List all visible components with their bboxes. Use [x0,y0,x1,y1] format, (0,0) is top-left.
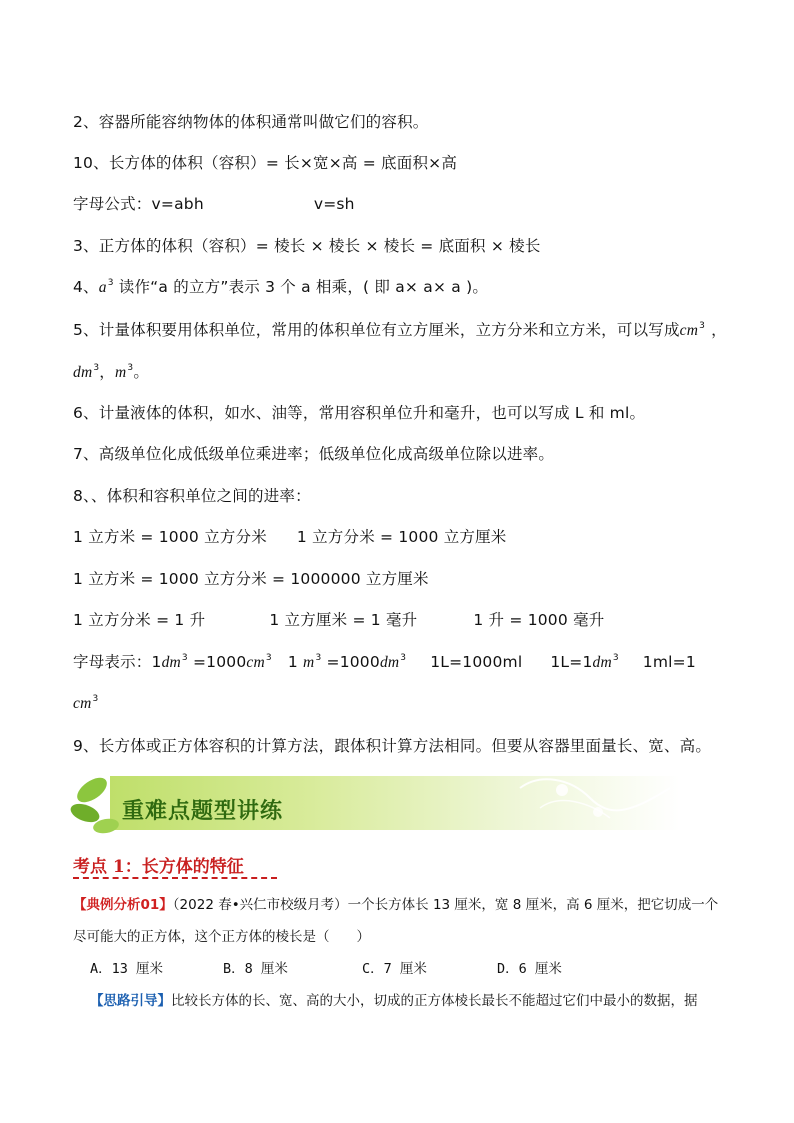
unit-dm3: dm [73,364,93,381]
unit-m3: m [303,654,315,671]
point-4 [73,275,488,297]
example-line-2: 尽可能大的正方体，这个正方体的棱长是（ ） [73,929,370,945]
exp: 3 [315,653,322,663]
example-tag: 【典例分析01】 [73,897,173,913]
exp: 3 [127,363,134,373]
option-c: C．7 厘米 [362,961,427,977]
conversion: 1 立方分米 = 1 升 [73,611,206,629]
exp: 3 [93,363,100,373]
formula-line [73,192,355,214]
example-text: （2022 春•兴仁市校级月考）一个长方体长 13 厘米，宽 8 厘米，高 6 厘米，把它切成一个 [172,897,719,913]
symbol-ml-cm: 1ml=1 [642,653,696,671]
option-a: A．13 厘米 [90,961,164,977]
point-6: 6、计量液体的体积，如水、油等，常用容积单位升和毫升，也可以写成 L 和 ml。 [73,404,646,422]
option-d: D．6 厘米 [497,961,562,977]
unit-dm3: dm [379,654,400,671]
option-b: B．8 厘米 [223,961,288,977]
point-2: 2、容器所能容纳物体的体积通常叫做它们的容积。 [73,113,429,131]
exp: 3 [400,653,407,663]
point-9: 9、长方体或正方体容积的计算方法，跟体积计算方法相同。但要从容器里面量长、宽、高。 [73,737,712,755]
a-cubed-var: a [98,279,107,296]
symbol-row [73,650,696,672]
hint-text: 比较长方体的长、宽、高的大小，切成的正方体棱长最长不能超过它们中最小的数据，据 [171,993,698,1009]
exp: 3 [612,653,619,663]
point-7: 7、高级单位化成低级单位乘进率；低级单位化成高级单位除以进率。 [73,445,555,463]
unit-m3: m [114,364,127,381]
unit-cm3: cm [246,654,265,671]
point-4-num: 4、 [73,278,99,296]
punct: 。 [133,363,150,381]
conversion-row-2: 1 立方米 = 1000 立方分米 = 1000000 立方厘米 [73,570,429,588]
point-4-text: 读作“a 的立方”表示 3 个 a 相乘，( 即 a× a× a )。 [113,278,489,296]
conversion: 1 立方米 = 1000 立方分米 [73,528,267,546]
conversion-row-1 [73,525,507,547]
a-cubed-exp: 3 [107,278,114,288]
symbol-l-ml: 1L=1000ml [430,653,523,671]
conversion: 1 升 = 1000 毫升 [473,611,605,629]
unit-cm3: cm [679,322,699,339]
point-5 [73,318,727,340]
exp: 3 [265,653,272,663]
example-line-1 [73,893,718,913]
formula-label: 字母公式： [73,195,152,213]
punct: ， [99,363,115,381]
punct: ， [711,321,727,339]
unit-cm3: cm [73,695,92,712]
hint-tag: 【思路引导】 [90,993,171,1009]
symbol-l-dm: 1L=1 [550,653,593,671]
section-banner [70,768,685,838]
point-5-cont [73,360,149,382]
banner-title: 重难点题型讲练 [122,799,284,824]
conversion-row-3 [73,608,604,630]
point-8: 8、、体积和容积单位之间的进率： [73,487,311,505]
kaodian-heading: 考点 1：长方体的特征 [73,857,244,877]
symbol-eq: =1000 [321,653,380,671]
point-3: 3、正方体的体积（容积）= 棱长 × 棱长 × 棱长 = 底面积 × 棱长 [73,237,541,255]
point-10: 10、长方体的体积（容积）= 长×宽×高 = 底面积×高 [73,154,458,172]
conversion: 1 立方厘米 = 1 毫升 [269,611,418,629]
symbol-label: 字母表示：1 [73,653,162,671]
exp: 3 [699,321,706,331]
unit-dm3: dm [161,654,181,671]
formula-abh: v=abh [151,195,204,213]
conversion: 1 立方分米 = 1000 立方厘米 [296,528,507,546]
symbol-one: 1 [287,653,298,671]
exp: 3 [181,653,188,663]
symbol-eq: =1000 [187,653,247,671]
point-5-text: 5、计量体积要用体积单位，常用的体积单位有立方厘米，立方分米和立方米，可以写成 [73,321,680,339]
unit-dm3: dm [592,654,612,671]
kaodian-underline [73,877,277,879]
exp: 3 [92,694,99,704]
formula-sh: v=sh [313,195,355,213]
hint-line [90,989,698,1009]
symbol-row-cont [73,694,98,713]
